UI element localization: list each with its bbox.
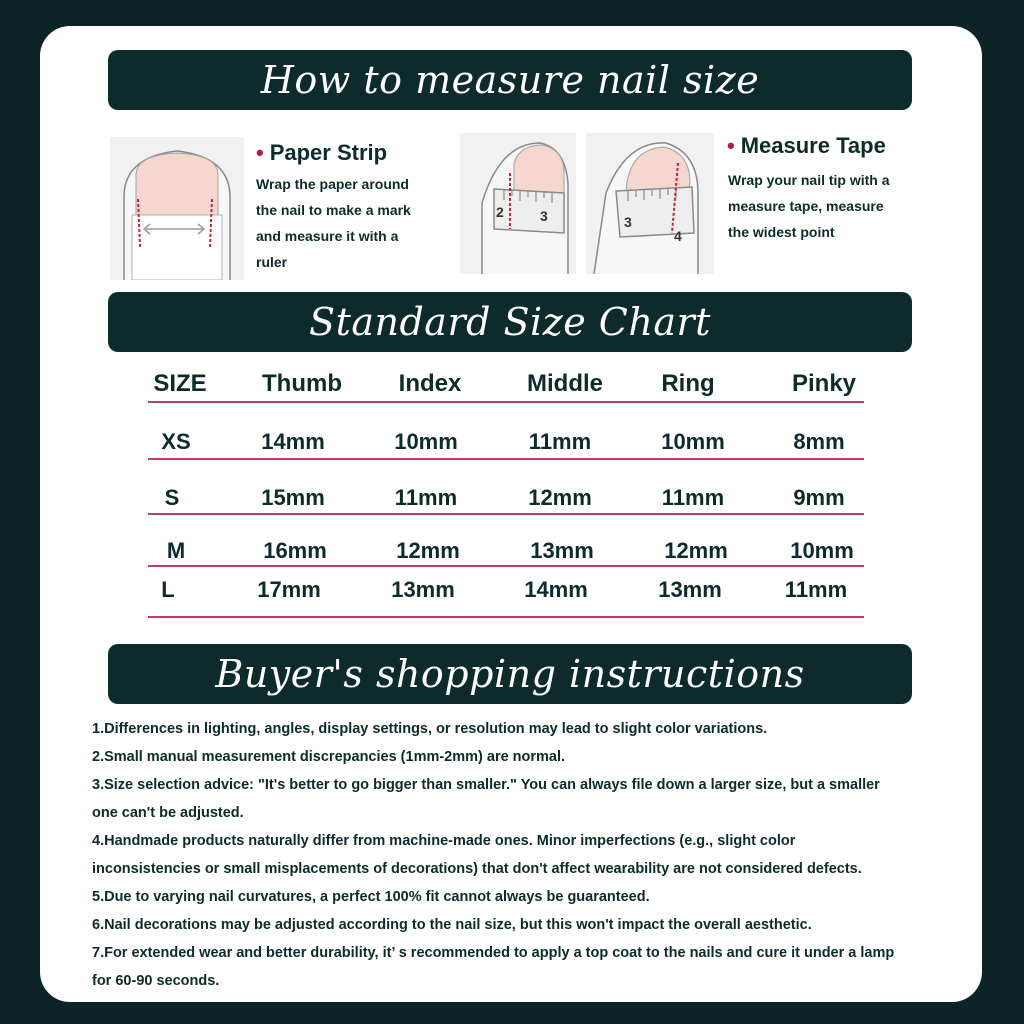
table-rule — [148, 401, 864, 403]
table-cell: 14mm — [524, 577, 588, 602]
paper-strip-title-text: Paper Strip — [269, 140, 388, 165]
instruction-item-cont: one can't be adjusted. — [92, 805, 244, 821]
instructions-list — [92, 715, 982, 995]
table-cell: 10mm — [790, 538, 854, 563]
measure-tape-line: Wrap your nail tip with a — [728, 172, 890, 188]
measure-tape-line: measure tape, measure — [728, 198, 884, 214]
instruction-item-cont: for 60-90 seconds. — [92, 973, 220, 989]
header-ring: Ring — [661, 370, 715, 397]
tape-number: 3 — [624, 214, 632, 230]
table-rule — [148, 565, 864, 567]
table-cell: 11mm — [661, 485, 725, 510]
table-cell: 12mm — [396, 538, 460, 563]
measure-tape-title-text: Measure Tape — [740, 133, 886, 158]
size-chart-banner: Standard Size Chart — [108, 292, 912, 352]
table-cell: XS — [161, 429, 191, 454]
table-cell: 12mm — [664, 538, 728, 563]
measure-tape-description — [728, 167, 890, 245]
table-cell: 11mm — [528, 429, 592, 454]
table-cell: L — [161, 577, 175, 602]
table-cell: 12mm — [528, 485, 592, 510]
table-cell: 13mm — [530, 538, 594, 563]
table-rule — [148, 458, 864, 460]
table-cell: 16mm — [263, 538, 327, 563]
paper-strip-line: and measure it with a — [256, 228, 399, 244]
header-index: Index — [398, 370, 462, 397]
header-size: SIZE — [153, 370, 207, 397]
bullet-dot: • — [727, 133, 735, 158]
table-cell: 8mm — [793, 429, 845, 454]
header-pinky: Pinky — [791, 370, 857, 397]
measure-banner: How to measure nail size — [108, 50, 912, 110]
header-thumb: Thumb — [262, 370, 342, 397]
table-cell: S — [164, 485, 180, 510]
header-middle: Middle — [527, 370, 603, 397]
paper-strip-title — [256, 140, 387, 166]
table-cell: 13mm — [391, 577, 455, 602]
table-cell: 10mm — [394, 429, 458, 454]
table-cell: 13mm — [658, 577, 722, 602]
bullet-dot: • — [256, 140, 264, 165]
paper-strip-line: the nail to make a mark — [256, 202, 411, 218]
paper-strip-line: Wrap the paper around — [256, 176, 409, 192]
instructions-banner: Buyer's shopping instructions — [108, 644, 912, 704]
instruction-item: 7.For extended wear and better durability, it’ s recommended to apply a top coat to the nails and cure it under a lamp — [92, 945, 895, 961]
table-rule — [148, 616, 864, 618]
table-rule — [148, 513, 864, 515]
instruction-item: 6.Nail decorations may be adjusted according to the nail size, but this won't impact the overall aesthetic. — [92, 917, 812, 933]
table-cell: 11mm — [784, 577, 848, 602]
instruction-item: 5.Due to varying nail curvatures, a perfect 100% fit cannot always be guaranteed. — [92, 889, 650, 905]
instruction-item: 2.Small manual measurement discrepancies (1mm-2mm) are normal. — [92, 749, 566, 765]
instruction-item: 3.Size selection advice: "It's better to go bigger than smaller." You can always file down a larger size, but a smaller — [92, 777, 880, 793]
tape-number: 3 — [540, 208, 548, 224]
instruction-item: 1.Differences in lighting, angles, display settings, or resolution may lead to slight color variations. — [92, 721, 768, 737]
measure-tape-title — [727, 133, 886, 159]
measure-tape-finger-illustration-2 — [586, 133, 714, 274]
paper-strip-line: ruler — [256, 254, 288, 270]
table-cell: 10mm — [661, 429, 725, 454]
measure-tape-finger-illustration-1 — [460, 133, 576, 274]
table-cell: 11mm — [394, 485, 458, 510]
table-cell: 14mm — [261, 429, 325, 454]
paper-strip-finger-illustration — [110, 137, 244, 280]
instruction-item-cont: inconsistencies or small misplacements of decorations) that don't affect wearability are not considered defects. — [92, 861, 862, 877]
instruction-item: 4.Handmade products naturally differ from machine-made ones. Minor imperfections (e.g., slight color — [92, 833, 796, 849]
tape-number: 2 — [496, 204, 504, 220]
tape-number: 4 — [674, 228, 682, 244]
table-cell: 9mm — [793, 485, 845, 510]
measure-tape-line: the widest point — [728, 224, 835, 240]
paper-strip-description — [256, 171, 411, 275]
table-cell: 17mm — [257, 577, 321, 602]
table-cell: 15mm — [261, 485, 325, 510]
table-cell: M — [166, 538, 186, 563]
